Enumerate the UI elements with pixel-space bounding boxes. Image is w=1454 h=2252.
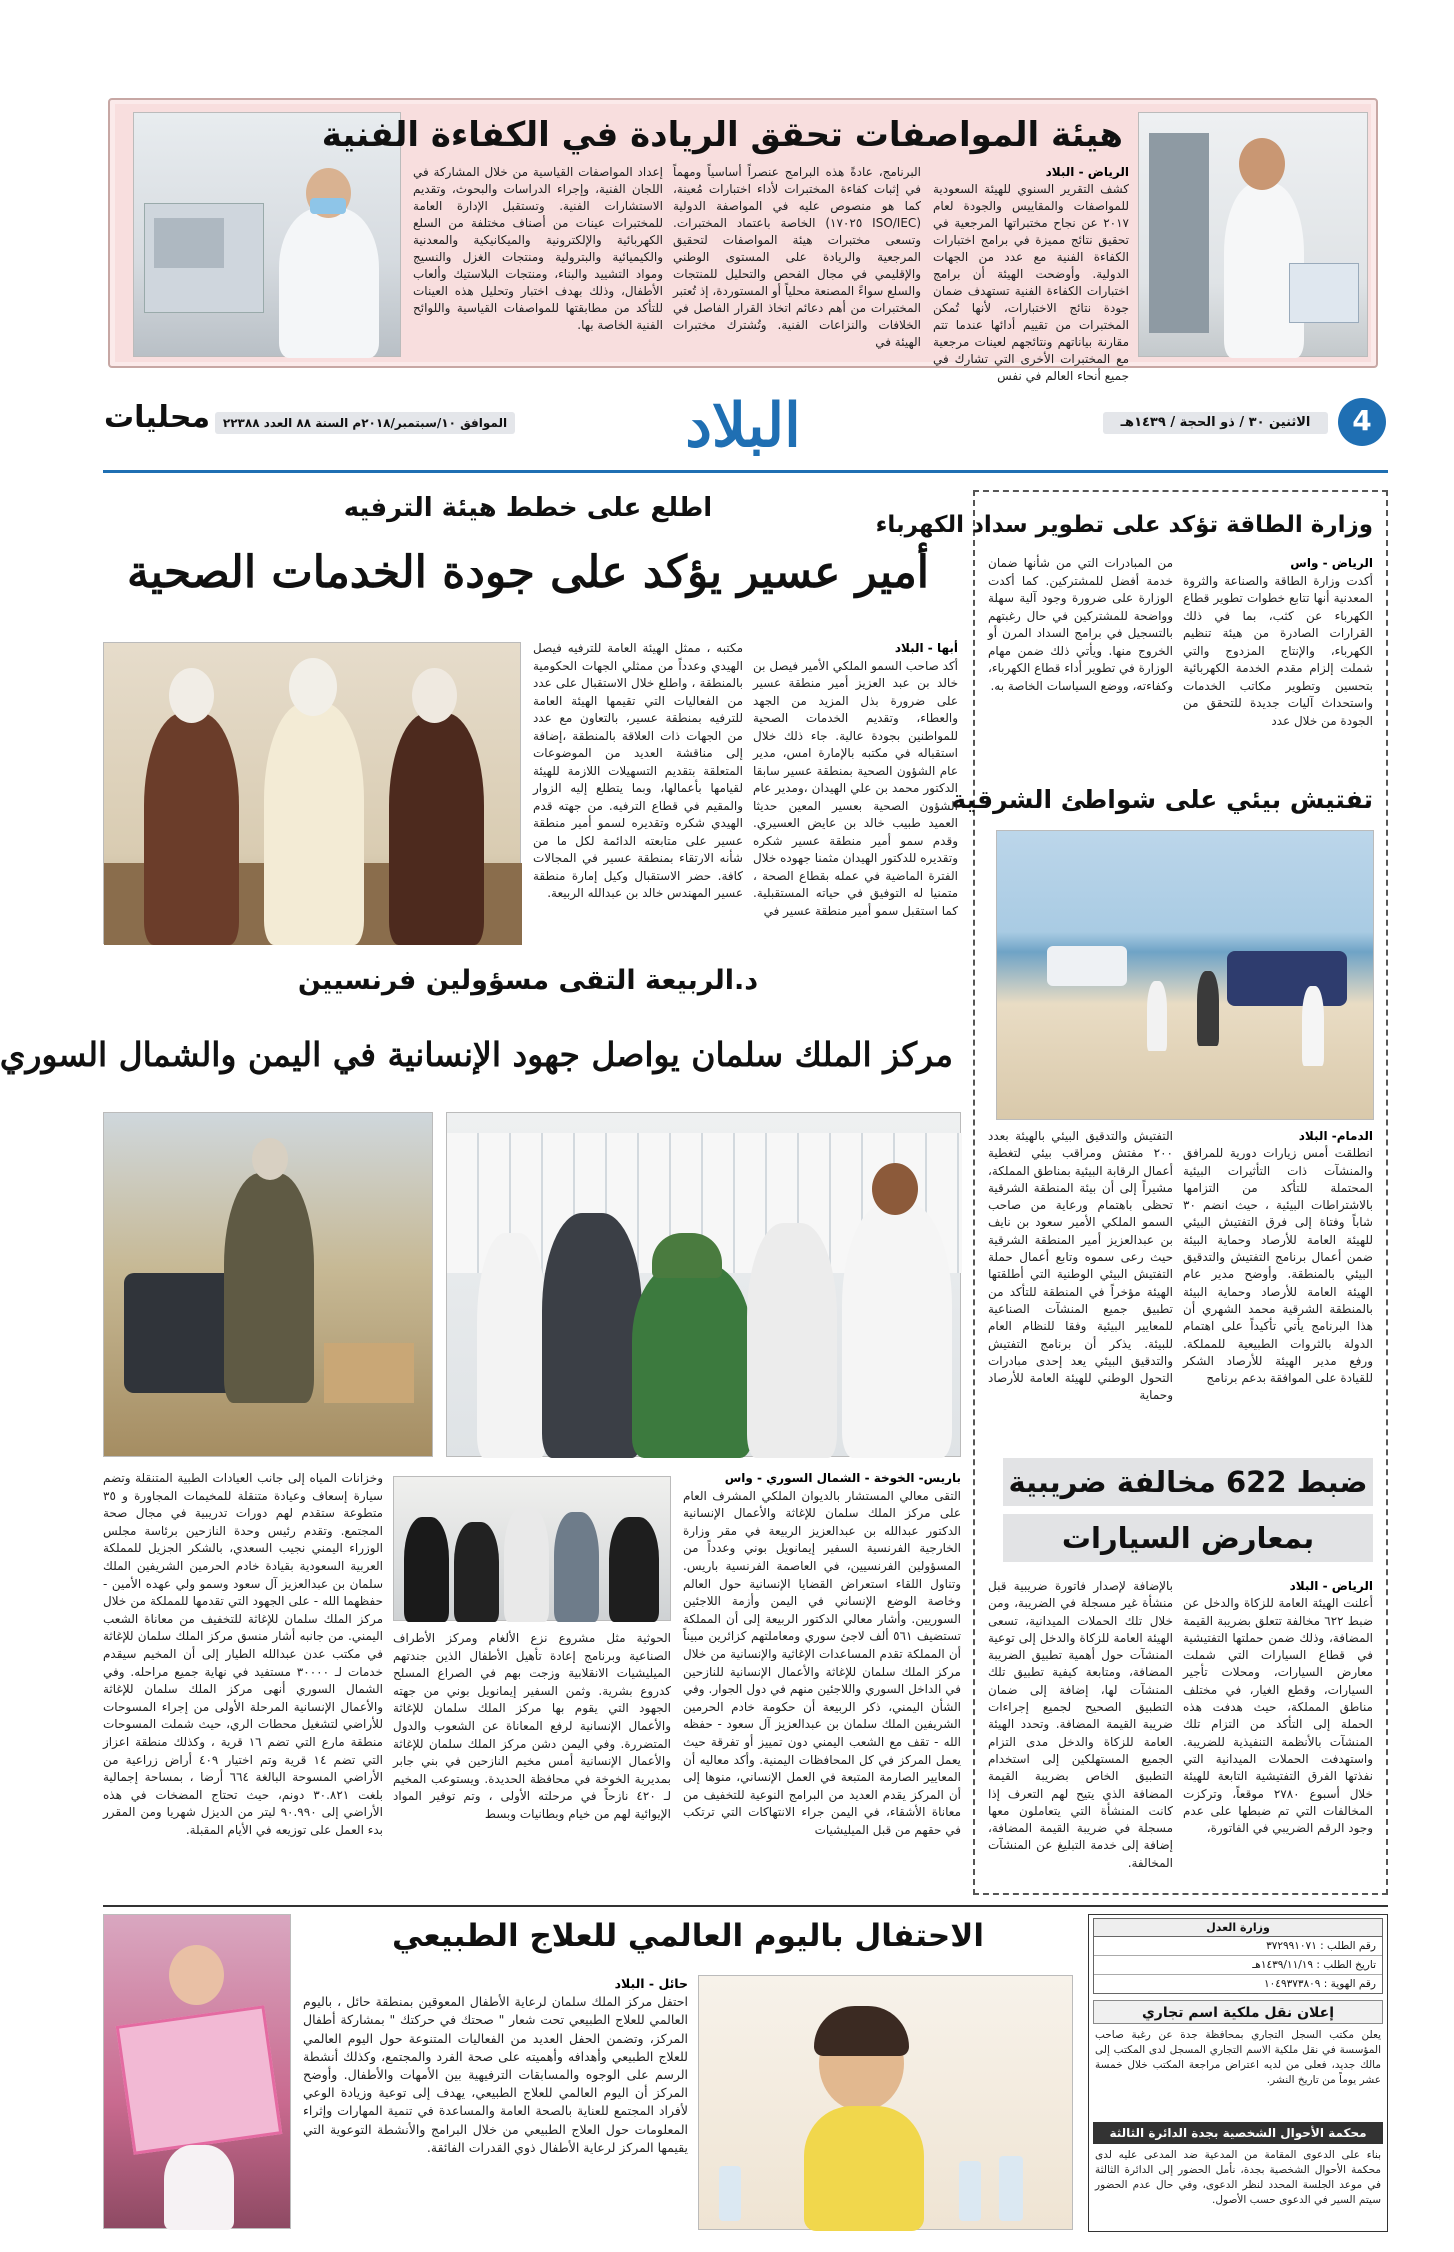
cars-col-1-text: أعلنت الهيئة العامة للزكاة والدخل عن ضبط ٦٢٢ مخالفة تتعلق بضريبة القيمة المضافة، وذلك ضمن حملتها التفتيشية في قطاع السيارات التي شملت معارض السيارات، ومحلات تأجير السيارات، وقطع الغيار، في مختلف مناطق المملكة، حيث هدفت هذه الحملة إلى التأكد من التزام تلك المنشآت بالأنظمة التنفيذية للضريبة. واستهدفت الحملات الميدانية التي نفذتها الفرق التفتيشية التابعة للهيئة خلال أسبوع ٢٧٨٠ موقعاً، وتركزت المخالفات التي تم ضبطها على عدم وجود الرقم الضريبي في الفاتورة، [1183,1596,1374,1836]
ksrelief-col-1 [683,1470,961,1890]
inspection-dateline: الدمام- البلاد [1298,1129,1373,1143]
physio-col-text: احتفل مركز الملك سلمان لرعاية الأطفال المعوقين بمنطقة حائل ، باليوم العالمي للعلاج الطبيعي تحت شعار " صحتك في حركتك " بمشاركة أطفال المركز، وتضمن الحفل العديد من الفعاليات المتنوعة حول اليوم العالمي للعلاج الطبيعي وأهدافه وأهميته على صحة الفرد والمجتمع، وكذلك أنشطة الرسم على الوجوه والمسابقات الترفيهية بين الأمهات والأطفال. وأوضح المركز أن اليوم العالمي للعلاج الطبيعي، يهدف إلى توعية وزيادة الوعي لأفراد المجتمع للعناية بالصحة العامة والمساعدة في تنمية المهارات وإثراء المعلومات حول العلاج الطبيعي من خلال البرامج والأنشطة التوعوية التي يقيمها المركز لرعاية الأطفال ذوي القدرات الفائقة. [303,1994,688,2155]
physio-col [303,1975,688,2230]
moj-row-2: تاريخ الطلب : ١٤٣٩/١١/١٩هـ [1094,1956,1382,1975]
asir-photo [103,642,521,944]
moj-table [1093,1918,1383,1994]
yemen-pharmacy-photo [446,1112,961,1457]
inspection-col-1 [1183,1128,1373,1448]
logo: البلاد [685,391,801,461]
date-gregorian: الموافق ١٠/سبتمبر/٢٠١٨م السنة ٨٨ العدد ٢٢٣٨٨ [215,412,515,434]
asir-col-1 [753,640,958,945]
ksrelief-title: مركز الملك سلمان يواصل جهود الإنسانية في اليمن والشمال السوري [0,1035,953,1074]
yemen-camp-photo [393,1476,671,1621]
cars-dateline: الرياض - البلاد [1289,1579,1373,1593]
energy-col-1-text: أكدت وزارة الطاقة والصناعة والثروة المعدنية أنها تتابع خطوات تطوير قطاع الكهرباء عن كثب، بما في ذلك القرارات الصادرة من هيئة تنظيم الكهرباء، والإنتاج المزدوج والتي شملت إلزام مقدم الخدمة الكهربائية بتحسين وتطوير مكاتب الخدمات واستحداث آليات جديدة للتحقق من الجودة من خلال عدد [1183,573,1373,728]
cars-col-1 [1183,1578,1373,1883]
banner-lab-photo-right [1138,112,1368,357]
physio-photo-main [698,1975,1073,2230]
banner-col-1 [933,164,1129,383]
ksrelief-dateline: باريس- الخوخة - الشمال السوري - واس [724,1471,961,1485]
moj-row-1: رقم الطلب : ٣٧٢٩٩١٠٧١ [1094,1937,1382,1956]
cars-title-2: بمعارض السيارات [1061,1521,1315,1555]
bottom-rule [103,1905,1388,1907]
court-body: بناء على الدعوى المقامة من المدعية ضد المدعى عليه لدى محكمة الأحوال الشخصية بجدة، نأمل الحضور إلى الدائرة الثالثة في موعد الجلسة المحدد لنظر الدعوى، وفي حال عدم الحضور سيتم السير في الدعوى حسب الأصول. [1095,2149,1381,2206]
asir-dateline: أبها - البلاد [894,641,958,655]
asir-title: أمير عسير يؤكد على جودة الخدمات الصحية [127,547,929,598]
energy-dateline: الرياض - واس [1290,556,1373,570]
moj-row-3: رقم الهوية : ١٠٤٩٣٧٣٨٠٩ [1264,1978,1376,1990]
banner-col-1-text: كشف التقرير السنوي للهيئة السعودية للمواصفات والمقاييس والجودة لعام ٢٠١٧ عن نجاح مختبراتها المرجعية في تحقيق نتائج مميزة في برامج اختبارات الكفاءة الفنية مع عدد من الجهات الدولية. وأوضحت الهيئة أن برامج اختبارات الكفاءة الفنية تستهدف ضمان جودة نتائج الاختبارات، لأنها تُمكن المختبرات من تقييم أدائها عندما تتم مقارنة بياناتهم ونتائجهم لعينات مرجعية مع المختبرات الأخرى التي تشارك في جميع أنحاء العالم في نفس [933,182,1129,383]
cars-col-2: بالإضافة لإصدار فاتورة ضريبية قبل منشأة غير مسجلة في الضريبة، ومن خلال تلك الحملات الميدانية، تسعى الهيئة العامة للزكاة والدخل إلى توعية المنشآت حول أهمية تطبيق الضريبة المضافة، ومتابعة كيفية تطبيق تلك المنشآت لها، إضافة إلى ضمان التطبيق الصحيح لجميع إجراءات ضريبة القيمة المضافة. وتحدد الهيئة العامة للزكاة والدخل مدى التزام الجميع المستهلكين إلى استخدام التطبيق الخاص بضريبة القيمة المضافة الذي يتيح لهم التعرف إذا كانت المنشأة التي يتعاملون معها مسجلة في ضريبة القيمة المضافة، إضافة إلى خدمة التبليغ عن المنشآت المخالفة. [988,1579,1173,1870]
cars-title-1: ضبط 622 مخالفة ضريبية [1008,1465,1368,1499]
notice-body: يعلن مكتب السجل التجاري بمحافظة جدة عن رغبة صاحب المؤسسة في نقل ملكية الاسم التجاري المسجل لدى المكتب إلى مالك جديد، فعلى من لديه اعتراض مراجعة المكتب خلال خمسة عشر يوماً من تاريخ النشر. [1095,2029,1381,2086]
syria-pump-photo [103,1112,433,1457]
energy-col-2: من المبادرات التي من شأنها ضمان خدمة أفضل للمشتركين. كما أكدت الوزارة على ضرورة وجود آلية سهلة وواضحة للمشتركين في حال رغبتهم بالتسجيل في برامج السداد المرن أو الخروج منها. ويأتي ذلك ضمن مهام الوزارة في تطوير أداء قطاع الكهرباء، وكفاءته، ووضع السياسات الخاصة به. [988,556,1173,693]
section-name: محليات [103,400,211,435]
banner-dateline: الرياض - البلاد [1045,165,1129,179]
inspection-title: تفتيش بيئي على شواطئ الشرقية [951,785,1373,814]
banner-col-2: البرنامج، عادةً هذه البرامج عنصراً أساسياً ومهماً في إثبات كفاءة المختبرات لأداء اختبارات مُعينة، كما هو منصوص عليه في المواصفة الدولية (ISO/IEC ١٧٠٢٥) الخاصة باعتماد المختبرات. وتسعى مختبرات هيئة المواصفات لتحقيق المرجعية والريادة على المستوى الوطني والإقليمي في مجال الفحص والتحليل للمنتجات والسلع سواءً المصنعة محلياً أو المستوردة، إذ تُعتبر المختبرات من أهم دعائم اتخاذ القرار الفاصل في الخلافات والنزاعات الفنية. وتُشترك مختبرات الهيئة في [673,165,921,349]
beach-inspection-photo [996,830,1374,1120]
date-hijri: الاثنين ٣٠ / ذو الحجة / ١٤٣٩هـ [1103,412,1328,434]
banner-col-3: إعداد المواصفات القياسية من خلال المشاركة في اللجان الفنية، وإجراء الدراسات والبحوث، وتقديم الاستشارات الفنية. وتستقبل الإدارة العامة للمختبرات عينات من أصناف مختلفة من السلع الكهربائية والإلكترونية والميكانيكية والمعدنية والكيميائية والبترولية ومنتجات الغزل والنسيج ومواد التشييد والبناء، ومنتجات البلاستيك وألعاب الأطفال، وذلك بهدف اختبار وتحليل هذه العينات للتأكد من مطابقتها للمواصفات القياسية واللوائح الفنية الخاصة بها. [413,165,663,332]
energy-col-1 [1183,555,1373,765]
moj-title: وزارة العدل [1094,1919,1382,1937]
asir-kicker: اطلع على خطط هيئة الترفيه [343,493,713,523]
asir-col-2: مكتبه ، ممثل الهيئة العامة للترفيه فيصل الهيدي وعدداً من ممثلي الجهات الحكومية بالمنطقة ، واطلع خلال الاستقبال على عدد من الفعاليات التي تقيمها الهيئة العامة للترفيه بمنطقة عسير، بالتعاون مع عدد من الجهات ذات العلاقة بالمنطقة ،إضافة إلى مناقشة العديد من الموضوعات المتعلقة بتقديم التسهيلات اللازمة للهيئة لقيامها بأعمالها، وبما يتطلع إليه الزوار والمقيم في قطاع الترفيه. من جهته قدم الهيدي شكره وتقديره لسمو أمير منطقة عسير على متابعته الدائمة لكل ما من شأنه الارتقاء بمنطقة عسير في المجالات كافة. حضر الاستقبال وكيل إمارة منطقة عسير المهندس خالد بن عبدالله الربيعة. [533,641,743,900]
asir-col-1-text: أكد صاحب السمو الملكي الأمير فيصل بن خالد بن عبد العزيز أمير منطقة عسير على ضرورة بذل المزيد من الجهد والعطاء، وتقديم الخدمات الصحية للمواطنين بجودة عالية. جاء ذلك خلال استقباله في مكتبه بالإمارة امس، مدير عام الشؤون الصحية بمنطقة عسير سابقا الدكتور محمد بن علي الهيدان ،ومدير عام الشؤون الصحية بعسير المعين حديثا العميد طبيب خالد بن عايض العسيري. وقدم سمو أمير منطقة عسير شكره وتقديره للدكتور الهيدان مثمنا جهوده خلال الفترة الماضية في عمله بقطاع الصحة ، متمنيا له التوفيق في حياته المستقبلية. كما استقبل سمو أمير منطقة عسير في [752,658,958,918]
ksrelief-kicker: د.الربيعة التقى مسؤولين فرنسيين [297,965,759,996]
masthead-rule [103,470,1388,473]
page-number-badge: 4 [1338,398,1386,446]
notice-title: إعلان نقل ملكية اسم تجاري [1093,2000,1383,2024]
inspection-col-2: التفتيش والتدقيق البيئي بالهيئة بعدد ٢٠٠ مفتش ومراقب بيئي لتغطية أعمال الرقابة البيئية بمناطق المملكة، مشيراً إلى أن بيئة المنطقة الشرقية تحظى باهتمام ورعاية من صاحب السمو الملكي الأمير سعود بن نايف بن عبدالعزيز أمير المنطقة الشرقية حيث رعى سموه وتابع أعمال حملة التفتيش البيئي الوطنية التي أطلقتها الهيئة مؤخراً في المنطقة للتأكد من تطبيق جميع المنشآت الصناعية للمعايير البيئية وفقا للنظام العام للبيئة. يذكر أن برنامج التفتيش والتدقيق البيئي يعد إحدى مبادرات التحول الوطني للهيئة العامة للأرصاد وحماية [988,1129,1173,1403]
inspection-col-1-text: انطلقت أمس زيارات دورية للمرافق والمنشآت ذات التأثيرات البيئية المحتملة للتأكد من التزامها بالاشتراطات البيئية ، حيث انضم ٣٠ شاباً وفتاة إلى فرق التفتيش البيئي للهيئة العامة للأرصاد وحماية البيئة ضمن أعمال برنامج التفتيش والتدقيق البيئي بالمنطقة. وأوضح مدير عام الهيئة العامة للأرصاد وحماية البيئة بالمنطقة الشرقية محمد الشهري أن هذا البرنامج يأتي تأكيداً على اهتمام الدولة بالثروات الطبيعية للمملكة. ورفع مدير الهيئة للأرصاد الشكر للقيادة على الموافقة بدعم برنامج [1183,1146,1373,1386]
ksrelief-col-2: الحوثية مثل مشروع نزع الألغام ومركز الأطراف الصناعية وبرنامج إعادة تأهيل الأطفال الذين جندتهم الميليشيات الانقلابية وزجت بهم في الصراع المسلح كدروع بشرية. وثمن السفير إيمانويل بوني من جهته الجهود التي يقوم بها مركز الملك سلمان للإغاثة والأعمال الإنسانية لرفع المعاناة عن الشعوب والدول المتضررة. وفي اليمن دشن مركز الملك سلمان للإغاثة والأعمال الإنسانية أمس مخيم النازحين في بني جابر بمديرية الخوخة في محافظة الحديدة. ويستوعب المخيم لـ ٤٢٠ نازحاً في مرحلته الأولى ، وتم توفير المواد الإيوائية لهم من خيام وبطانيات وبسط [393,1631,671,1821]
physio-dateline: حائل - البلاد [614,1976,688,1991]
ksrelief-col-1-text: التقى معالي المستشار بالديوان الملكي المشرف العام على مركز الملك سلمان للإغاثة والأعمال الإنسانية الدكتور عبدالله بن عبدالعزيز الربيعة في مقر وزارة الخارجية الفرنسية السفير إيمانويل بوني وعدداً من المسؤولين الفرنسيين، في العاصمة الفرنسية باريس. وتناول اللقاء استعراض القضايا الإنسانية حول العالم وخاصة الوضع الإنساني في اليمن وأزمة اللاجئين السوريين. وأشار معالي الدكتور الربيعة إلى أن المملكة تستضيف ٥٦١ ألف لاجئ سوري ومعاملتهم كزائرين مبيناً أن المملكة تقدم المساعدات الإغاثية والإنسانية من خلال مركز الملك سلمان للإغاثة والأعمال الإنسانية للنازحين في الداخل السوري واللاجئين منهم في دول الجوار. وفي الشأن اليمني، ذكر الربيعة أن حكومة خادم الحرمين الشريفين الملك سلمان بن عبدالعزيز آل سعود - حفظه الله - تقف مع الشعب اليمني دون تمييز أو تفرقة حيث يعمل المركز في كل المحافظات اليمنية. وأكد معاليه أن المعايير الصارمة المتبعة في العمل الإنساني، منوها إلى أن المركز يقدم العديد من البرامج النوعية للتخفيف من معاناة الأشقاء، في اليمن جراء الانتهاكات التي ترتكب في حقهم من قبل الميليشيات [683,1488,962,1837]
court-title: محكمة الأحوال الشخصية بجدة الدائرة الثالثة [1093,2122,1383,2144]
energy-title: وزارة الطاقة تؤكد على تطوير سداد الكهرباء [875,512,1373,538]
ksrelief-col-3: وخزانات المياه إلى جانب العيادات الطبية المتنقلة وتضم سيارة إسعاف وعيادة متنقلة للمخيمات المجاورة و ٣٥ متطوعة ستقدم لهم دورات تدريبية في مجال صحة المجتمع. وتقدم رئيس وحدة النازحين برئاسة مجلس الوزراء اليمني نجيب السعدي، بالشكر الجزيل للمملكة العربية السعودية بقيادة خادم الحرمين الشريفين الملك سلمان بن عبدالعزيز آل سعود وسمو ولي عهده الأمين - حفظهما الله - على الجهود التي تقدمها للمملكة من خلال مركز الملك سلمان للإغاثة للتخفيف من معاناة الشعب اليمني. من جانبه أشار منسق مركز الملك سلمان للإغاثة في مكتب عدن عبدالله الطيار إلى أن المخيم سيقدم خدمات لـ ٣٠٠٠٠ مستفيد في نهاية جميع مراحله. وفي الشمال السوري أنهى مركز الملك سلمان للإغاثة والأعمال الإنسانية المرحلة الأولى من إجراء المسوحات للأراضي لتشغيل محطات الري، حيث شملت المسوحات منطقة مارع التي تضم ١٦ قرية ، وكذلك منطقة اعزاز التي تضم ١٤ قرية وتم اختيار ٤٠٩ أراض زراعية من الأراضي المسوحة البالغة ٦٦٤ أرضا ، بمساحة إجمالية بلغت ٣٠.٨٢١ دونم، حيث تحتاج المضخات في هذه الأراضي إلى ٩٠.٩٩٠ ليتر من الديزل شهريا ومن المقرر بدء العمل على توزيعه في الأيام المقبلة. [103,1471,384,1837]
physio-title: الاحتفال باليوم العالمي للعلاج الطبيعي [392,1918,984,1954]
physio-photo-left [103,1914,291,2229]
banner-title: هيئة المواصفات تحقق الريادة في الكفاءة الفنية [321,115,1123,155]
